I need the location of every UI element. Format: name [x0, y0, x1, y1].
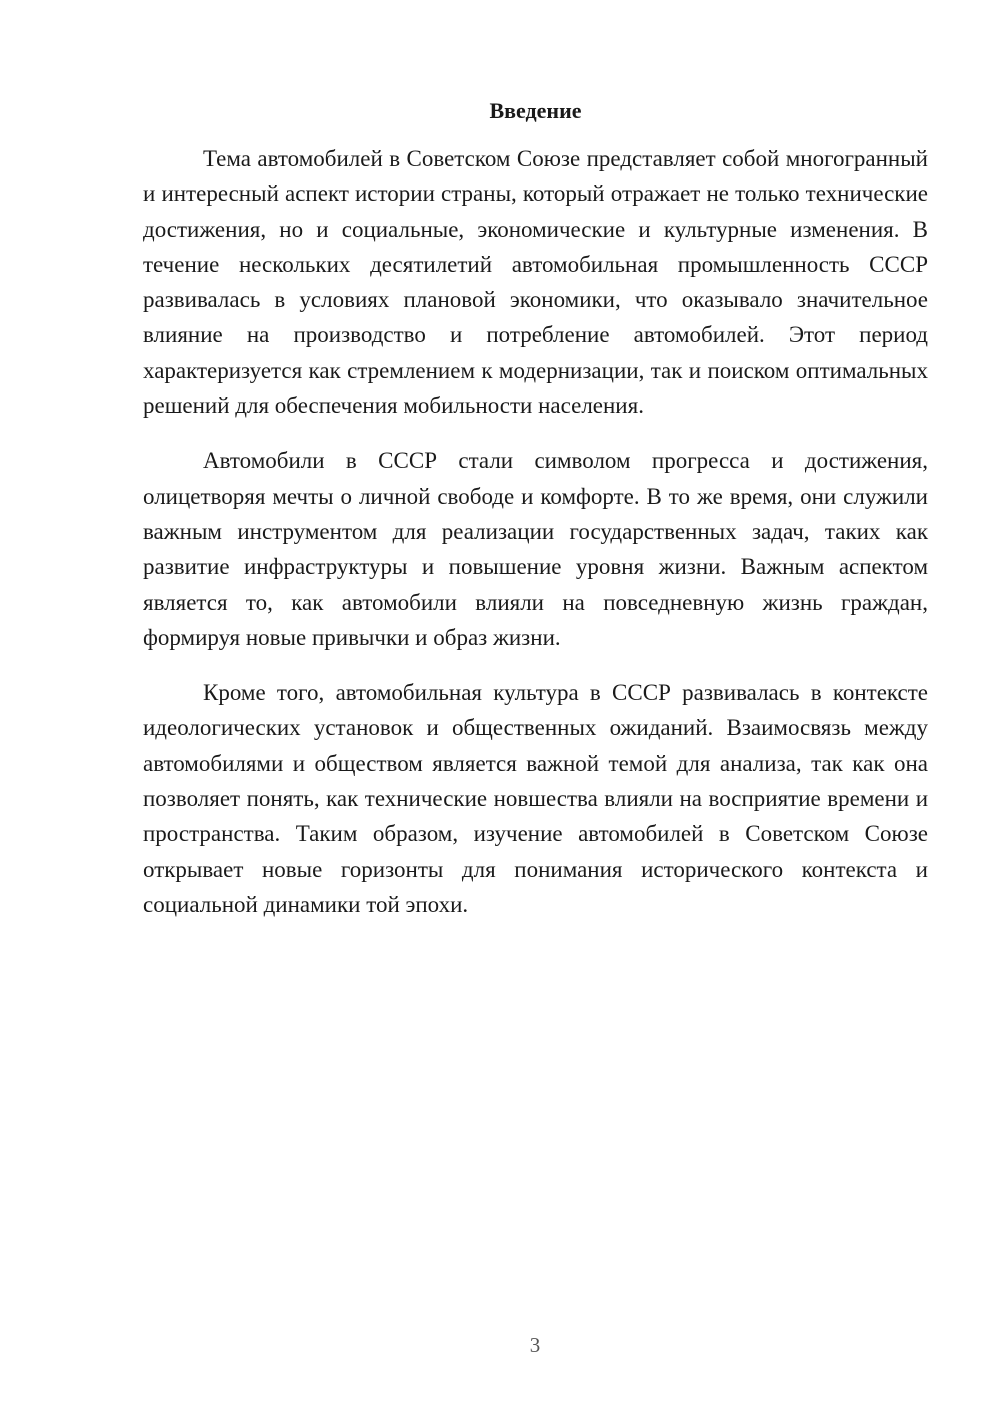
body-text	[143, 141, 928, 922]
section-title: Введение	[489, 98, 582, 123]
paragraph-1: Тема автомобилей в Советском Союзе представляет собой многогранный и интересный аспект истории страны, который отражает не только технические достижения, но и социальные, экономические и культурные изменения. В течение нескольких десятилетий автомобильная промышленность СССР развивалась в условиях плановой экономики, что оказывало значительное влияние на производство и потребление автомобилей. Этот период характеризуется как стремлением к модернизации, так и поиском оптимальных решений для обеспечения мобильности населения.	[143, 146, 928, 419]
paragraph-2: Автомобили в СССР стали символом прогресса и достижения, олицетворяя мечты о личной свободе и комфорте. В то же время, они служили важным инструментом для реализации государственных задач, таких как развитие инфраструктуры и повышение уровня жизни. Важным аспектом является то, как автомобили влияли на повседневную жизнь граждан, формируя новые привычки и образ жизни.	[143, 448, 928, 650]
paragraph-3: Кроме того, автомобильная культура в СССР развивалась в контексте идеологических установок и общественных ожиданий. Взаимосвязь между автомобилями и обществом является важной темой для анализа, так как она позволяет понять, как технические новшества влияли на восприятие времени и пространства. Таким образом, изучение автомобилей в Советском Союзе открывает новые горизонты для понимания исторического контекста и социальной динамики той эпохи.	[143, 680, 928, 917]
page-number: 3	[529, 1333, 541, 1357]
